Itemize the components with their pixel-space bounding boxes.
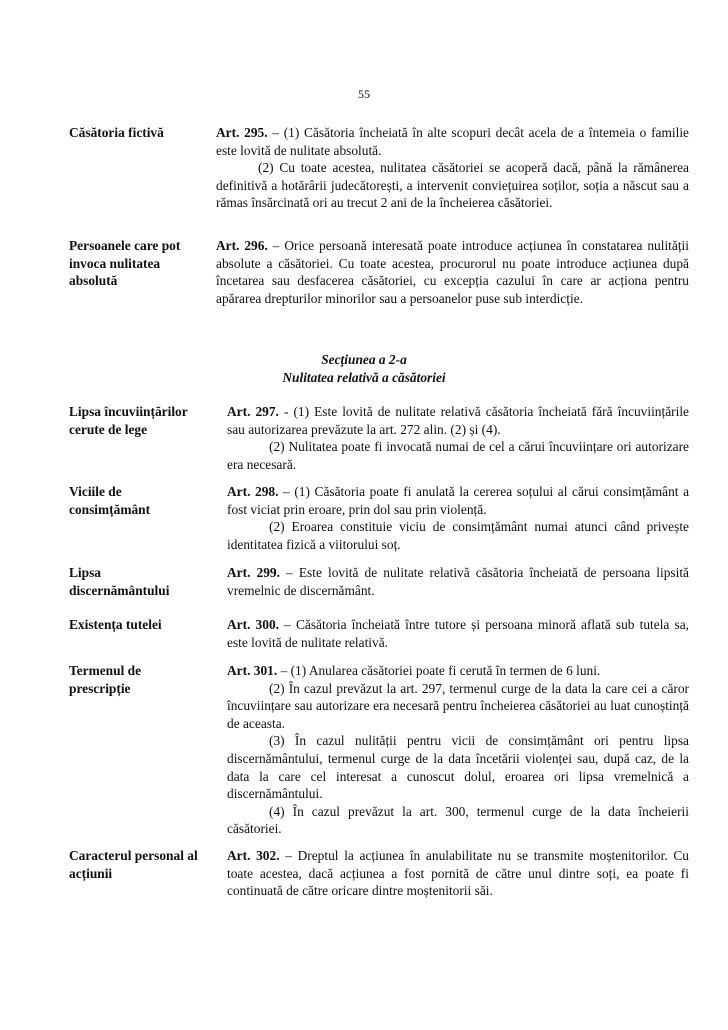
article-body xyxy=(227,564,689,599)
paragraph xyxy=(227,847,689,900)
paragraph: (2) În cazul prevăzut la art. 297, termenul curge de la data la care cei a căror încuviințare sau autorizare era necesară pentru încheierea căsătoriei au luat cunoștință de aceasta. xyxy=(227,680,689,731)
article-text: – (1) Anularea căsătoriei poate fi cerută în termen de 6 luni. xyxy=(277,663,601,678)
paragraph xyxy=(227,403,689,438)
margin-heading: Existența tutelei xyxy=(69,617,162,632)
margin-heading: Lipsa încuviințărilor cerute de lege xyxy=(69,404,188,437)
margin-heading: Termenul de prescripție xyxy=(69,663,142,696)
article-body xyxy=(227,847,689,900)
paragraph xyxy=(216,124,689,159)
article-body xyxy=(227,662,689,838)
paragraph xyxy=(216,237,689,307)
article-number: Art. 299. xyxy=(227,565,280,580)
article-text: – Căsătoria încheiată între tutore și persoana minoră aflată sub tutela sa, este lovită de nulitate relativă. xyxy=(227,617,690,650)
article-number: Art. 298. xyxy=(227,484,279,499)
margin-heading: Căsătoria fictivă xyxy=(69,125,164,140)
article-number: Art. 297. xyxy=(227,404,279,419)
article-number: Art. 302. xyxy=(227,848,280,863)
paragraph: (2) Eroarea constituie viciu de consimțământ numai atunci când privește identitatea fizică a viitorului soț. xyxy=(227,519,689,552)
article-text: – (1) Căsătoria încheiată în alte scopuri decât acela de a întemeia o familie este lovită de nulitate absolută. xyxy=(216,125,690,158)
article-number: Art. 296. xyxy=(216,238,268,253)
article-text: – Orice persoană interesată poate introduce acțiunea în constatarea nulității absolute a căsătoriei. Cu toate acestea, procurorul nu poate introduce acțiunea după încetarea sau desfacerea căsătoriei, cu excepția cazului în care ar acționa pentru apărarea drepturilor minorilor sau a persoanelor puse sub interdicție. xyxy=(216,238,689,306)
article-body xyxy=(216,237,689,307)
article-body xyxy=(227,403,689,473)
article-text: – (1) Căsătoria poate fi anulată la cererea soțului al cărui consimțământ a fost viciat prin eroare, prin dol sau prin violență. xyxy=(227,484,690,517)
section-heading xyxy=(0,351,728,386)
article-body xyxy=(216,124,689,212)
paragraph: (3) În cazul nulității pentru vicii de consimțământ ori pentru lipsa discernământului, termenul curge de la data încetării violenței sau, după caz, de la data la care cel interesat a cunoscut dolul, eroarea ori lipsa vremelnică a discernământului. xyxy=(227,733,689,802)
article-body xyxy=(227,483,689,553)
paragraph xyxy=(227,564,689,599)
paragraph: (4) În cazul prevăzut la art. 300, termenul curge de la data încheierii căsătoriei. xyxy=(227,803,689,837)
margin-heading: Viciile de consimțământ xyxy=(69,484,151,517)
article-number: Art. 300. xyxy=(227,617,279,632)
page-number: 55 xyxy=(358,87,370,101)
margin-heading: Caracterul personal al acțiunii xyxy=(69,848,198,881)
margin-heading: Persoanele care pot invoca nulitatea absolută xyxy=(69,238,181,289)
section-title: Secțiunea a 2-a xyxy=(321,352,407,367)
paragraph xyxy=(227,483,689,518)
article-text: – Dreptul la acțiunea în anulabilitate nu se transmite moștenitorilor. Cu toate acestea, dacă acțiunea a fost pornită de către unul dintre soți, ea poate fi continuată de către oricare dintre moștenitorii săi. xyxy=(227,848,689,899)
article-text: - (1) Este lovită de nulitate relativă căsătoria încheiată fără încuviințările sau autorizarea prevăzute la art. 272 alin. (2) și (4). xyxy=(227,404,690,437)
article-body xyxy=(227,616,689,651)
paragraph: (2) Cu toate acestea, nulitatea căsătoriei se acoperă dacă, până la rămânerea definitivă a hotărârii judecătorești, a intervenit conviețuirea soților, soția a născut sau a rămas însărcinată ori au trecut 2 ani de la încheierea căsătoriei. xyxy=(216,160,689,211)
margin-heading: Lipsa discernământului xyxy=(69,565,170,598)
article-number: Art. 301. xyxy=(227,663,278,678)
paragraph xyxy=(227,616,689,651)
section-subtitle: Nulitatea relativă a căsătoriei xyxy=(282,369,446,385)
paragraph xyxy=(227,662,689,680)
paragraph: (2) Nulitatea poate fi invocată numai de cel a cărui încuviințare ori autorizare era necesară. xyxy=(227,439,689,472)
article-number: Art. 295. xyxy=(216,125,268,140)
article-text: – Este lovită de nulitate relativă căsătoria încheiată de persoana lipsită vremelnic de discernământ. xyxy=(227,565,690,598)
